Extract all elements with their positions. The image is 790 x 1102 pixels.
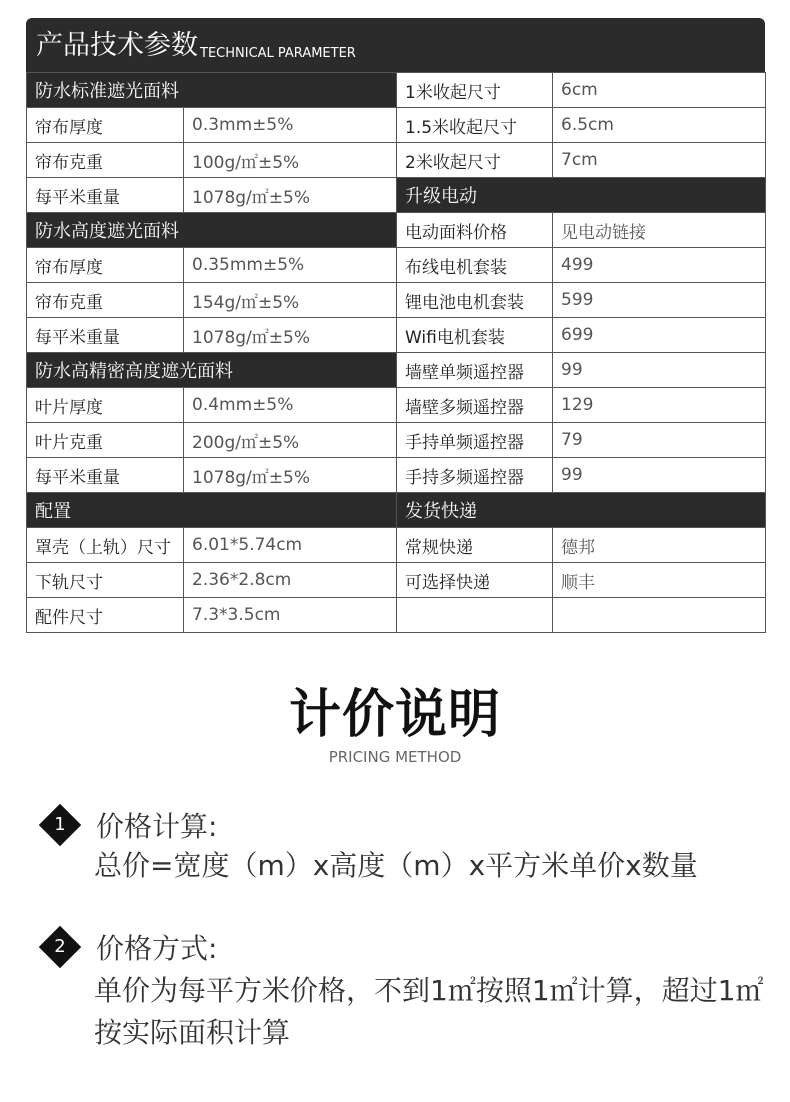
param-value: 顺丰 <box>553 563 766 598</box>
spec-title: 产品技术参数 <box>36 30 198 61</box>
param-label: 每平米重量 <box>27 458 184 493</box>
section-header: 防水标准遮光面料 <box>27 73 397 108</box>
param-value: 599 <box>553 283 766 318</box>
param-label: 帘布克重 <box>27 143 184 178</box>
table-row <box>27 458 766 493</box>
param-value <box>553 598 766 633</box>
param-label: 帘布厚度 <box>27 248 184 283</box>
pricing-item-text: 单价为每平方米价格，不到1㎡按照1㎡计算，超过1㎡ <box>94 974 764 1007</box>
spec-table <box>26 72 766 633</box>
section-header: 发货快递 <box>397 493 766 528</box>
param-value: 0.35mm±5% <box>184 248 397 283</box>
param-value: 7cm <box>553 143 766 178</box>
param-value: 2.36*2.8cm <box>184 563 397 598</box>
param-label: 帘布克重 <box>27 283 184 318</box>
param-value: 见电动链接 <box>553 213 766 248</box>
pricing-item-text: 总价=宽度（m）x高度（m）x平方米单价x数量 <box>94 849 698 882</box>
table-row <box>27 178 766 213</box>
param-label: 手持单频遥控器 <box>397 423 553 458</box>
spec-title-en: TECHNICAL PARAMETER <box>200 46 356 61</box>
param-value: 499 <box>553 248 766 283</box>
param-label: 1米收起尺寸 <box>397 73 553 108</box>
table-row <box>27 493 766 528</box>
param-value: 200g/㎡±5% <box>184 423 397 458</box>
table-row <box>27 563 766 598</box>
param-label: 每平米重量 <box>27 178 184 213</box>
pricing-subtitle: PRICING METHOD <box>328 748 462 766</box>
param-label: Wifi电机套装 <box>397 318 553 353</box>
param-value: 100g/㎡±5% <box>184 143 397 178</box>
param-label: 每平米重量 <box>27 318 184 353</box>
section-header: 防水高精密高度遮光面料 <box>27 353 397 388</box>
diamond-number-icon: 1 <box>38 803 82 847</box>
param-value: 699 <box>553 318 766 353</box>
param-value: 德邦 <box>553 528 766 563</box>
param-label: 1.5米收起尺寸 <box>397 108 553 143</box>
spec-title-bar <box>26 18 765 72</box>
section-header: 防水高度遮光面料 <box>27 213 397 248</box>
param-value: 99 <box>553 353 766 388</box>
param-label: 常规快递 <box>397 528 553 563</box>
param-label: 2米收起尺寸 <box>397 143 553 178</box>
param-value: 154g/㎡±5% <box>184 283 397 318</box>
table-row <box>27 143 766 178</box>
param-value: 6.5cm <box>553 108 766 143</box>
param-value: 1078g/㎡±5% <box>184 318 397 353</box>
spec-section <box>26 18 765 633</box>
param-label: 墙壁多频遥控器 <box>397 388 553 423</box>
param-label: 下轨尺寸 <box>27 563 184 598</box>
table-row <box>27 108 766 143</box>
table-row <box>27 283 766 318</box>
param-label: 电动面料价格 <box>397 213 553 248</box>
table-row <box>27 73 766 108</box>
param-label: 配件尺寸 <box>27 598 184 633</box>
table-row <box>27 353 766 388</box>
param-value: 6cm <box>553 73 766 108</box>
param-label: 墙壁单频遥控器 <box>397 353 553 388</box>
section-header: 升级电动 <box>397 178 766 213</box>
pricing-item-heading: 价格计算: <box>96 810 218 843</box>
table-row <box>27 423 766 458</box>
section-header: 配置 <box>27 493 397 528</box>
diamond-number-icon: 2 <box>38 925 82 969</box>
table-row <box>27 248 766 283</box>
table-row <box>27 598 766 633</box>
param-value: 0.4mm±5% <box>184 388 397 423</box>
param-label: 罩壳（上轨）尺寸 <box>27 528 184 563</box>
param-value: 79 <box>553 423 766 458</box>
table-row <box>27 388 766 423</box>
param-label: 叶片克重 <box>27 423 184 458</box>
param-value: 129 <box>553 388 766 423</box>
param-value: 1078g/㎡±5% <box>184 458 397 493</box>
table-row <box>27 213 766 248</box>
table-row <box>27 528 766 563</box>
param-label: 叶片厚度 <box>27 388 184 423</box>
param-value: 0.3mm±5% <box>184 108 397 143</box>
param-label: 帘布厚度 <box>27 108 184 143</box>
param-value: 6.01*5.74cm <box>184 528 397 563</box>
param-value: 7.3*3.5cm <box>184 598 397 633</box>
param-label: 锂电池电机套装 <box>397 283 553 318</box>
table-row <box>27 318 766 353</box>
pricing-item-heading: 价格方式: <box>96 932 218 965</box>
param-label: 手持多频遥控器 <box>397 458 553 493</box>
pricing-item-text: 按实际面积计算 <box>94 1016 291 1049</box>
pricing-title: 计价说明 <box>288 685 501 745</box>
param-value: 1078g/㎡±5% <box>184 178 397 213</box>
param-value: 99 <box>553 458 766 493</box>
param-label: 布线电机套装 <box>397 248 553 283</box>
param-label: 可选择快递 <box>397 563 553 598</box>
param-label <box>397 598 553 633</box>
